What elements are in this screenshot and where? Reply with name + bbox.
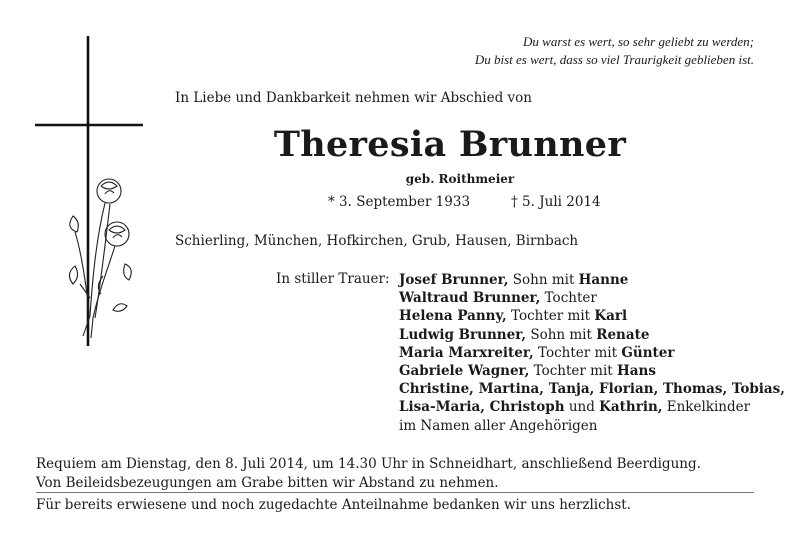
mourner-relation: Tochter mit [506, 308, 595, 325]
mourner-name: Waltraud Brunner, [399, 290, 541, 307]
intro-text: In Liebe und Dankbarkeit nehmen wir Abschied von [175, 90, 532, 106]
thanks-text: Für bereits erwiesene und noch zugedachte Anteilnahme bedanken wir uns herzlichst. [36, 497, 632, 513]
poem-line: Du warst es wert, so sehr geliebt zu werden; [523, 34, 754, 49]
mourner-line [399, 344, 785, 362]
death-date: † 5. Juli 2014 [511, 194, 601, 210]
mourner-relation: Tochter [540, 290, 597, 307]
requiem-text: Requiem am Dienstag, den 8. Juli 2014, um 14.30 Uhr in Schneidhart, anschließend Beerdigung. [36, 456, 701, 472]
mourner-relation: Enkelkinder [662, 399, 751, 416]
mourner-line [399, 362, 785, 380]
mourner-relation: Sohn mit [508, 272, 579, 288]
mourner-name: Christine, Martina, Tanja, Florian, Thomas, Tobias, [399, 381, 785, 398]
funeral-info [36, 455, 701, 492]
poem-line: Du bist es wert, dass so viel Traurigkeit geblieben ist. [474, 52, 754, 67]
mourner-name: Renate [596, 326, 650, 343]
mourner-line [399, 326, 785, 344]
places-list: Schierling, München, Hofkirchen, Grub, Hausen, Birnbach [175, 233, 579, 249]
mourners-list [399, 271, 785, 435]
mourner-name: Kathrin, [599, 399, 663, 416]
birth-name: geb. Roithmeier [405, 172, 515, 186]
mourner-name: Hanne [578, 272, 629, 288]
mourner-name: Lisa-Maria, Christoph [399, 399, 565, 416]
cross-with-roses-icon [35, 36, 145, 360]
deceased-name: Theresia Brunner [273, 124, 627, 165]
mourner-name: Maria Marxreiter, [399, 344, 534, 361]
mourner-name: Günter [621, 344, 675, 361]
mourner-line [399, 398, 785, 416]
mourner-name: Helena Panny, [399, 308, 507, 325]
divider [36, 492, 754, 493]
mourner-line [399, 307, 785, 325]
poem [330, 33, 754, 69]
mourner-name: Gabriele Wagner, [399, 363, 530, 380]
birth-date: * 3. September 1933 [328, 194, 471, 210]
mourner-relation: Sohn mit [526, 326, 597, 343]
mourner-name: Ludwig Brunner, [399, 326, 527, 343]
mourner-relation: Tochter mit [533, 344, 622, 361]
mourner-name: Karl [594, 308, 628, 325]
mourner-line [399, 380, 785, 398]
mourner-line [399, 289, 785, 307]
mourners-label: In stiller Trauer: [276, 271, 390, 287]
mourner-relation: im Namen aller Angehörigen [399, 417, 598, 434]
condolence-text: Von Beileidsbezeugungen am Grabe bitten wir Abstand zu nehmen. [36, 474, 499, 491]
mourner-line [399, 271, 785, 289]
mourner-relation: Tochter mit [529, 363, 617, 380]
mourner-line [399, 417, 785, 435]
mourner-name: Hans [617, 363, 656, 380]
mourner-name: Josef Brunner, [399, 272, 509, 288]
mourner-relation: und [564, 399, 600, 416]
